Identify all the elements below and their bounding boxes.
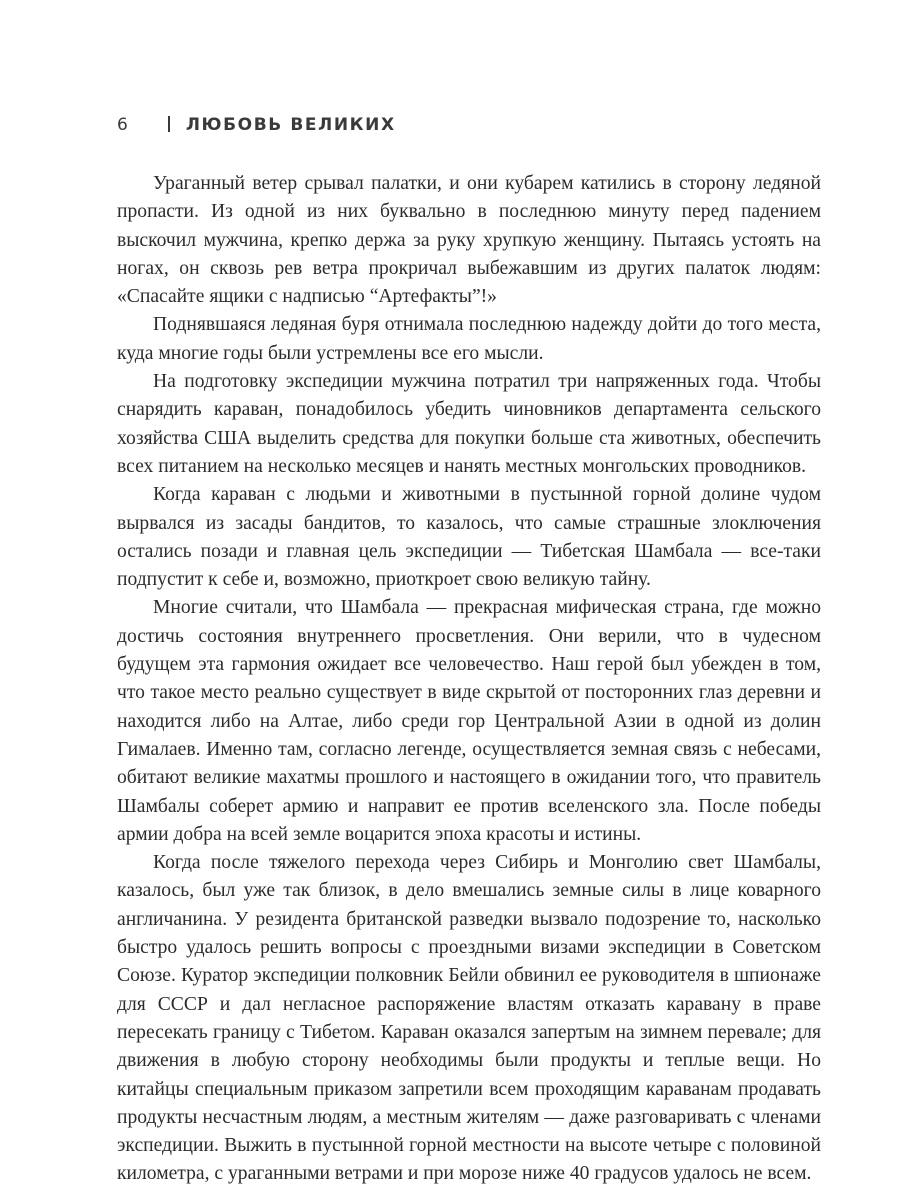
paragraph-6: Когда после тяжелого перехода через Сибирь и Монголию свет Шамбалы, казалось, был уже так близок, в дело вмешались земные силы в лице коварного англичанина. У резидента британской разведки вызвало подозрение то, насколько быстро удалось решить вопросы с проездными визами экспедиции в Советском Союзе. Куратор экспедиции полковник Бейли обвинил ее руководителя в шпионаже для СССР и дал негласное распоряжение властям отказать каравану в праве пересекать границу с Тибетом. Караван оказался запертым на зимнем перевале; для движения в любую сторону необходимы были продукты и теплые вещи. Но китайцы специальным приказом запретили всем проходящим караванам продавать продукты несчастным людям, а местным жителям — даже разговаривать с членами экспедиции. Выжить в пустынной горной местности на высоте четыре с половиной километра, с ураганными ветрами и при морозе ниже 40 градусов удалось не всем. (117, 852, 821, 1185)
page-number: 6 (117, 115, 128, 135)
running-title: ЛЮБОВЬ ВЕЛИКИХ (185, 115, 396, 135)
paragraph-5: Многие считали, что Шамбала — прекрасная мифическая страна, где можно достичь состояния внутреннего просветления. Они верили, что в чудесном будущем эта гармония ожидает все человечество. Наш герой был убежден в том, что такое место реально существует в виде скрытой от посторонних глаз деревни и находится либо на Алтае, либо среди гор Центральной Азии в одной из долин Гималаев. Именно там, согласно легенде, осуществляется земная связь с небесами, обитают великие махатмы прошлого и настоящего в ожидании того, что правитель Шамбалы соберет армию и направит ее против вселенского зла. После победы армии добра на всей земле воцарится эпоха красоты и истины. (117, 597, 821, 845)
header-separator (168, 116, 170, 132)
body-text (117, 170, 821, 1189)
paragraph-4: Когда караван с людьми и животными в пустынной горной долине чудом вырвался из засады бандитов, то казалось, что самые страшные злоключения остались позади и главная цель экспедиции — Тибетская Шамбала — все-таки подпустит к себе и, возможно, приоткроет свою великую тайну. (117, 484, 821, 591)
paragraph-1: Ураганный ветер срывал палатки, и они кубарем катились в сторону ледяной пропасти. Из одной из них буквально в последнюю минуту перед падением выскочил мужчина, крепко держа за руку хрупкую женщину. Пытаясь устоять на ногах, он сквозь рев ветра прокричал выбежавшим из других палаток людям: «Спасайте ящики с надписью “Артефакты”!» (117, 173, 821, 308)
paragraph-2: Поднявшаяся ледяная буря отнимала последнюю надежду дойти до того места, куда многие годы были устремлены все его мысли. (117, 314, 821, 364)
paragraph-3: На подготовку экспедиции мужчина потратил три напряженных года. Чтобы снарядить караван, понадобилось убедить чиновников департамента сельского хозяйства США выделить средства для покупки больше ста животных, обеспечить всех питанием на несколько месяцев и нанять местных монгольских проводников. (117, 371, 821, 477)
running-header (117, 112, 396, 138)
